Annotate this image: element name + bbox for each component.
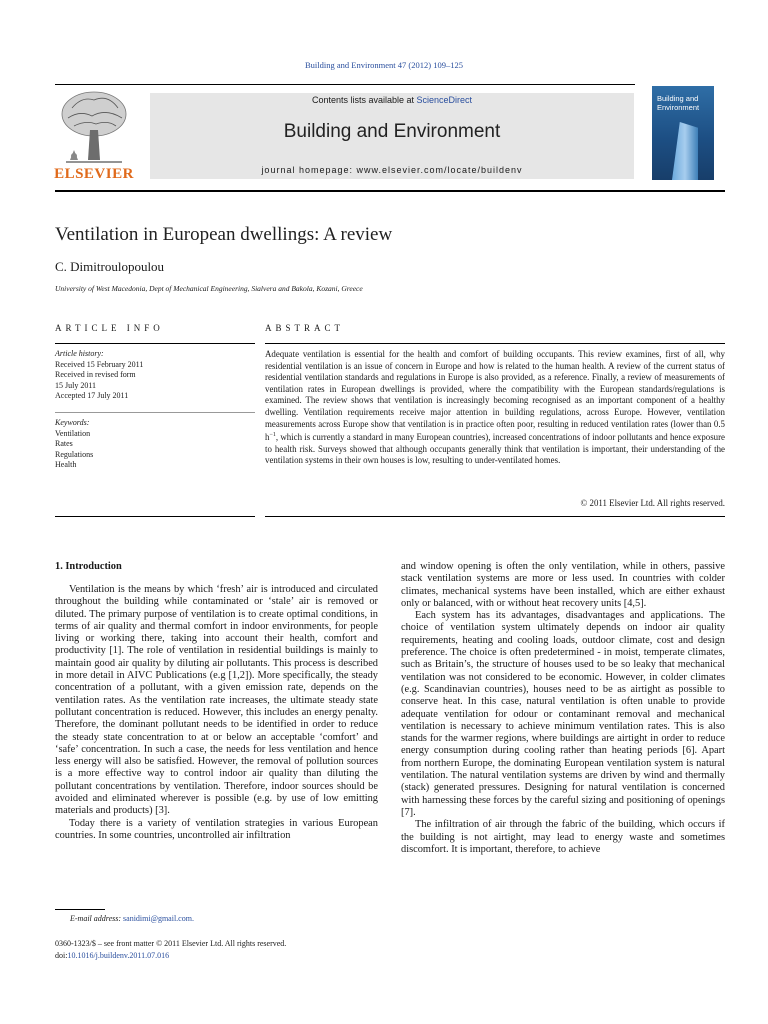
header-bottom-rule [55, 190, 725, 192]
history-item: Received in revised form [55, 370, 136, 380]
journal-name: Building and Environment [283, 121, 501, 142]
article-info-heading: ARTICLE INFO [55, 323, 164, 333]
footnote-rule [55, 909, 105, 910]
keyword-item: Health [55, 460, 77, 470]
elsevier-wordmark: ELSEVIER [54, 166, 134, 182]
keyword-item: Rates [55, 439, 73, 449]
email-label: E-mail address: [70, 914, 124, 923]
cover-building-graphic [672, 122, 698, 180]
header-top-rule [55, 84, 635, 85]
section-title-introduction: 1. Introduction [55, 561, 122, 572]
author-email-link[interactable]: sanidimi@gmail.com. [123, 914, 194, 923]
abstract-copyright: © 2011 Elsevier Ltd. All rights reserved. [580, 498, 725, 508]
sciencedirect-link[interactable]: ScienceDirect [416, 95, 473, 105]
abstract-text-part2: , which is currently a standard in many European countries), increased concentrations of indoor pollutants and hence exposure to health risk. Surveys showed that although occupants generally think that ventilation is important, their understanding of the ventilation systems in their own houses is low, resulting to under-ventilated homes. [265, 432, 725, 466]
keyword-item: Ventilation [55, 428, 91, 438]
history-item: 15 July 2011 [55, 380, 97, 390]
paragraph: The infiltration of air through the fabric of the building, which occurs if the building is not airtight, may lead to energy waste and sometimes discomfort. It is important, therefore, to achieve [401, 819, 725, 855]
history-label: Article history: [55, 349, 104, 358]
paragraph: and window opening is often the only ventilation, while in others, passive stack ventilation systems are more or less used. In countries with colder climates, mechanical systems have been installed, which are either exhaust only or balanced, with or without heat recovery units [4,5]. [401, 561, 725, 609]
abstract-heading: ABSTRACT [265, 323, 345, 333]
tree-icon [52, 86, 136, 166]
abstract-rule [265, 343, 725, 344]
article-history [55, 349, 255, 402]
keywords-label: Keywords: [55, 418, 90, 427]
history-item: Received 15 February 2011 [55, 359, 144, 369]
contents-line [150, 93, 634, 105]
article-info-rule [55, 343, 255, 344]
paragraph: Today there is a variety of ventilation strategies in various European countries. In some countries, uncontrolled air infiltration [55, 817, 378, 841]
journal-cover-thumbnail [652, 86, 714, 180]
cover-title-line1: Building and [657, 94, 699, 103]
history-item: Accepted 17 July 2011 [55, 391, 129, 401]
cover-title [657, 94, 699, 112]
author-email-footnote [70, 914, 194, 923]
info-bottom-rule [55, 516, 255, 517]
article-title: Ventilation in European dwellings: A review [55, 224, 393, 245]
author-affiliation: University of West Macedonia, Dept of Mechanical Engineering, Sialvera and Bakola, Kozani, Greece [55, 284, 363, 293]
doi-label: doi: [55, 951, 68, 960]
cover-title-line2: Environment [657, 103, 700, 112]
contents-prefix: Contents lists available at [311, 95, 417, 105]
journal-citation[interactable]: Building and Environment 47 (2012) 109–125 [305, 60, 463, 70]
doi-link[interactable]: 10.1016/j.buildenv.2011.07.016 [67, 951, 170, 960]
journal-homepage[interactable]: journal homepage: www.elsevier.com/locate/buildenv [261, 165, 523, 175]
doi-line [55, 951, 169, 960]
abstract-text [265, 349, 725, 467]
issn-line: 0360-1323/$ – see front matter © 2011 Elsevier Ltd. All rights reserved. [55, 939, 287, 948]
body-left-column [55, 572, 378, 842]
abstract-superscript: −1 [269, 432, 276, 439]
keywords [55, 418, 255, 471]
body-right-column [401, 561, 725, 856]
article-author: C. Dimitroulopoulou [55, 259, 165, 274]
abstract-bottom-rule [265, 516, 725, 517]
keyword-item: Regulations [55, 449, 94, 459]
paragraph: Ventilation is the means by which ‘fresh’ air is introduced and circulated throughout the building while contaminated or ‘stale’ air is removed or diluted. The primary purpose of ventilation is to create optimal conditions, in terms of air quality and thermal comfort in indoor environments, for people living or working there, taking into account their health, comfort and productivity [1]. The role of ventilation in residential buildings is mainly to maintain good air quality by diluting air pollutants. This process is described in more detail in AIVC Publications (e.g [1,2]). More specifically, the steady concentration of a pollutant, with a given emission rate, depends on the ventilation rates. As the ventilation rate increases, the ultimate steady state pollutant concentration is reduced. However, this includes an energy penalty. Therefore, the dominant pollutant needs to be identified in order to reduce the steady state concentration to at or below an acceptable ‘comfort’ and ‘safe’ concentration. In such a case, the needs for less ventilation and hence less energy will also be satisfied. However, the removal of pollution sources is a more effective way to control indoor air quality than diluting the pollutant concentrations by ventilation. Therefore, indoor sources should be avoided and eliminated wherever is possible (e.g. by use of low emitting materials and products) [3]. [55, 584, 378, 817]
journal-header-box [150, 93, 634, 179]
info-divider [55, 412, 255, 413]
paragraph: Each system has its advantages, disadvantages and applications. The choice of ventilation system ultimately depends on indoor air quality requirements, heating and cooling loads, outdoor climate, cost and design preference. The choice is often predetermined - in moist, temperate climates, such as Britain’s, the structure of houses used to be so leaky that mechanical ventilation was not considered to be economic. However, in colder climates (e.g. Scandinavian countries), houses need to be as airtight as possible to conserve heat. In this case, natural ventilation is often unable to provide adequate ventilation for odour or contaminant removal and mechanical ventilation is necessary to achieve minimum ventilation rates. This is also stands for the warmer regions, where buildings are airtight in order to reduce energy consumption during cooling rather than heating periods [6]. Apart from northern Europe, the dominating European ventilation system is natural ventilation. The natural ventilation systems are driven by wind and thermally (stack) generated pressures. Designing for natural ventilation is concerned with harnessing these forces by the careful sizing and positioning of openings [7]. [401, 610, 725, 818]
abstract-text-part1: Adequate ventilation is essential for the health and comfort of building occupants. This review examines, first of all, why residential ventilation is an issue of concern in Europe and how is related to the human health. A review of the current status of residential ventilation standards and regulations in Europe is also provided, as a reference. Finally, a review of measurements of ventilation rates in European dwellings is provided, where the compatibility with the European standards/regulations is examined. The review shows that ventilation is increasingly becoming recognised as an important component of a healthy dwelling. Ventilation requirements receive major attention in building regulations, across Europe. However, ventilation measurements across Europe show that ventilation is in practice often poor, resulting in reduced ventilation rates (lower than 0.5 h [265, 349, 725, 443]
